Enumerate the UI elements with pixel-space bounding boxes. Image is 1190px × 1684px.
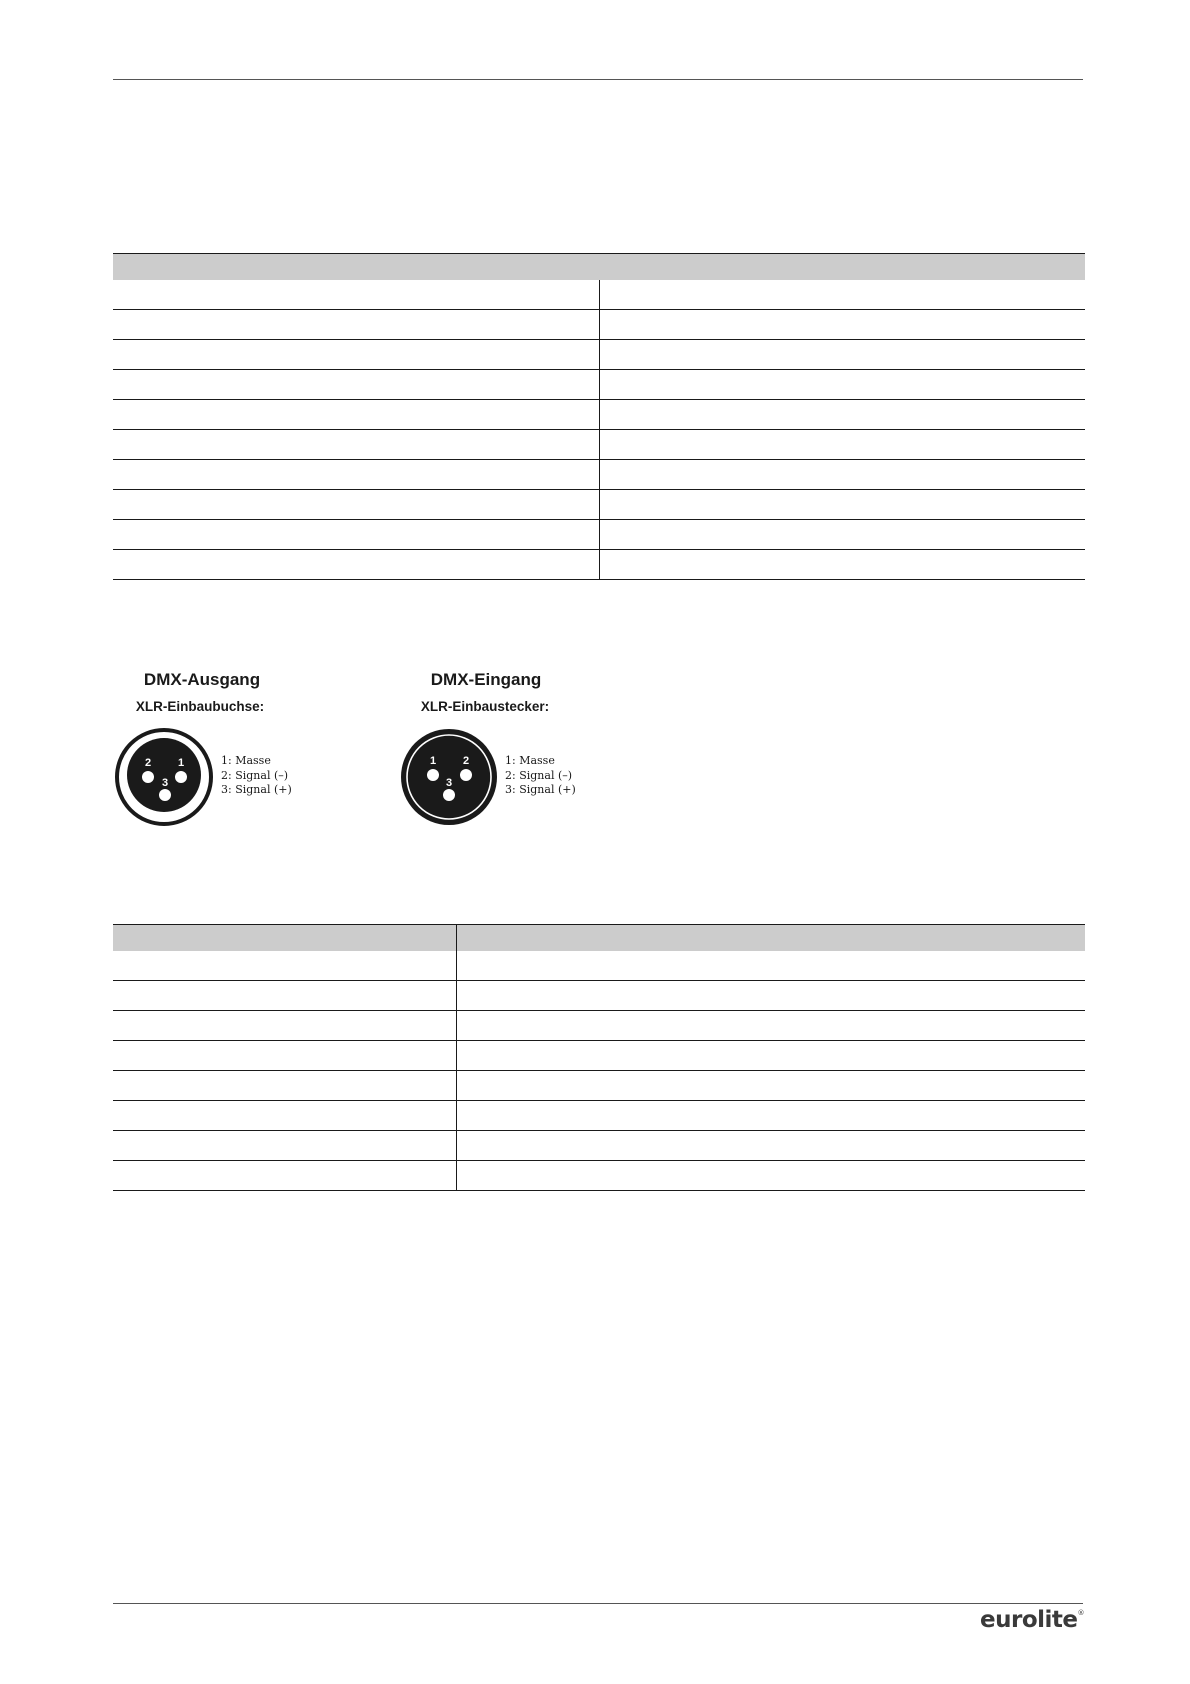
table-row	[113, 370, 1085, 400]
pin-label: 1	[177, 757, 185, 769]
pin-description: 3: Signal (+)	[221, 783, 292, 796]
table-row	[113, 490, 1085, 520]
table-row	[113, 1161, 1085, 1191]
pin-description: 2: Signal (–)	[505, 768, 573, 782]
dmx-input-subtitle: XLR-Einbaustecker:	[420, 699, 550, 714]
pin-label: 2	[462, 755, 470, 767]
table-header-row	[113, 925, 1085, 952]
dmx-input-pin-list	[505, 754, 576, 798]
spec-table-2	[113, 924, 1085, 1191]
pin-label: 3	[445, 777, 453, 789]
dmx-output-subtitle: XLR-Einbaubuchse:	[135, 699, 265, 714]
spec-table-1	[113, 253, 1085, 580]
table-row	[113, 430, 1085, 460]
pin-label: 1	[429, 755, 437, 767]
table-header-row	[113, 254, 1085, 281]
table-row	[113, 1041, 1085, 1071]
pin-description: 1: Masse	[505, 754, 555, 767]
table-row	[113, 310, 1085, 340]
header-rule	[113, 79, 1083, 80]
xlr-female-socket-icon	[114, 727, 214, 827]
dmx-input-title: DMX-Eingang	[430, 670, 542, 689]
table-row	[113, 951, 1085, 981]
table-row	[113, 981, 1085, 1011]
table-row	[113, 280, 1085, 310]
pin-description: 2: Signal (–)	[221, 768, 289, 782]
dmx-output-title: DMX-Ausgang	[143, 670, 261, 689]
table-row	[113, 1131, 1085, 1161]
footer-rule	[113, 1603, 1083, 1604]
table-row	[113, 1071, 1085, 1101]
table-row	[113, 460, 1085, 490]
registered-mark: ®	[1077, 1609, 1084, 1617]
dmx-output-pin-list	[221, 754, 292, 798]
pin-label: 3	[161, 777, 169, 789]
pin-description: 3: Signal (+)	[505, 783, 576, 796]
table-row	[113, 520, 1085, 550]
pin-label: 2	[144, 757, 152, 769]
table-row	[113, 550, 1085, 580]
table-row	[113, 400, 1085, 430]
pin-description: 1: Masse	[221, 754, 271, 767]
table-row	[113, 340, 1085, 370]
eurolite-logo	[980, 1607, 1084, 1633]
table-row	[113, 1011, 1085, 1041]
xlr-male-plug-icon	[399, 727, 499, 827]
logo-text: eurolite	[980, 1607, 1078, 1633]
table-row	[113, 1101, 1085, 1131]
